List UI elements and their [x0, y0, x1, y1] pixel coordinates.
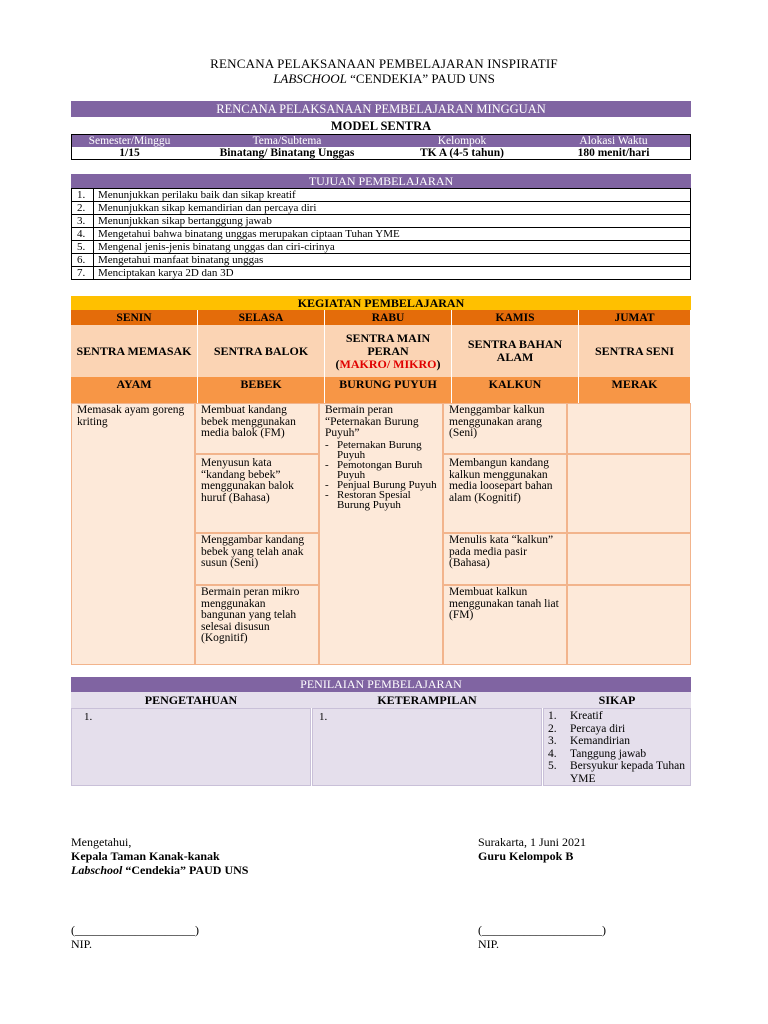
- mengetahui-label: Mengetahui,: [71, 835, 132, 849]
- val-semester: 1/15: [119, 147, 140, 159]
- jumat-cell-1: [567, 403, 691, 454]
- subtitle-rest: “CENDEKIA” PAUD UNS: [346, 71, 495, 86]
- col-pengetahuan: PENGETAHUAN: [144, 693, 238, 707]
- goal-item: [72, 254, 691, 267]
- sikap-number: 5.: [548, 760, 557, 772]
- day-senin: SENIN: [71, 310, 198, 325]
- left-nip: NIP.: [71, 937, 93, 951]
- rabu-list-text: Penjual Burung Puyuh: [337, 478, 437, 491]
- goal-item: [72, 241, 691, 254]
- sikap-text: Kemandirian: [570, 735, 631, 747]
- document-title: RENCANA PELAKSANAAN PEMBELAJARAN INSPIRATIF: [210, 56, 558, 71]
- sentra-jumat: SENTRA SENI: [579, 325, 691, 377]
- signature-left: [71, 835, 371, 951]
- place-date: Surakarta, 1 Juni 2021: [478, 835, 586, 849]
- rabu-list-item: - Penjual Burung Puyuh: [325, 478, 437, 491]
- kamis-activity-3: Menulis kata “kalkun” pada media pasir (Bahasa): [449, 534, 554, 569]
- selasa-activity-2: Menyusun kata “kandang bebek” menggunakan balok huruf (Bahasa): [201, 457, 294, 504]
- day-rabu: RABU: [325, 310, 452, 325]
- goal-text: Mengetahui bahwa binatang unggas merupakan ciptaan Tuhan YME: [94, 228, 691, 241]
- right-signature-blank: (____________________): [478, 923, 606, 937]
- sikap-number: 4.: [548, 747, 557, 760]
- sikap-text: Bersyukur kepada Tuhan YME: [570, 760, 685, 785]
- sentra-selasa: SENTRA BALOK: [198, 325, 325, 377]
- left-signature-blank: (____________________): [71, 923, 199, 937]
- sikap-text: Kreatif: [570, 710, 603, 722]
- assessment-title: PENILAIAN PEMBELAJARAN: [71, 677, 691, 692]
- day-selasa: SELASA: [198, 310, 325, 325]
- goal-number: 4.: [72, 228, 94, 241]
- rabu-list-item: - Pemotongan Buruh Puyuh: [325, 460, 437, 480]
- sikap-number: 1.: [548, 710, 557, 722]
- rabu-list-text: Pemotongan Buruh Puyuh: [337, 458, 423, 481]
- weekly-header-row: [72, 135, 691, 148]
- sikap-cell: [543, 708, 691, 786]
- goals-title: TUJUAN PEMBELAJARAN: [71, 174, 691, 188]
- school-label: [71, 863, 371, 877]
- goal-number: 5.: [72, 241, 94, 254]
- animal-row: [71, 377, 691, 404]
- labschool-italic: LABSCHOOL: [273, 71, 347, 86]
- animal-rabu: BURUNG PUYUH: [325, 377, 452, 404]
- sentra-rabu-main: SENTRA MAIN PERAN: [345, 330, 431, 358]
- goals-table: [71, 188, 691, 280]
- guru-label: Guru Kelompok B: [478, 849, 574, 863]
- kamis-activity-2: Membangun kandang kalkun menggunakan media loosepart bahan alam (Kognitif): [449, 457, 553, 504]
- jumat-cell-4: [567, 585, 691, 665]
- day-kamis: KAMIS: [452, 310, 579, 325]
- animal-jumat: MERAK: [579, 377, 691, 404]
- goal-text: Menunjukkan sikap kemandirian dan percaya diri: [94, 202, 691, 215]
- days-row: [71, 310, 691, 325]
- goal-text: Mengenal jenis-jenis binatang unggas dan ciri-cirinya: [94, 241, 691, 254]
- col-semester: Semester/Minggu: [72, 135, 188, 148]
- goal-number: 7.: [72, 267, 94, 280]
- sentra-kamis: SENTRA BAHAN ALAM: [452, 325, 579, 377]
- kamis-activity-4: Membuat kalkun menggunakan tanah liat (FM): [449, 586, 559, 621]
- weekly-plan-title: RENCANA PELAKSANAAN PEMBELAJARAN MINGGUAN: [71, 101, 691, 117]
- col-kelompok: Kelompok: [387, 135, 537, 148]
- goal-text: Mengetahui manfaat binatang unggas: [94, 254, 691, 267]
- jumat-cell-3: [567, 533, 691, 585]
- senin-cell: [71, 403, 195, 665]
- labschool-italic: Labschool: [71, 863, 123, 877]
- col-alokasi: Alokasi Waktu: [537, 135, 691, 148]
- val-tema: Binatang/ Binatang Unggas: [219, 147, 355, 159]
- selasa-activity-3: Menggambar kandang bebek yang telah anak susun (Seni): [201, 534, 305, 569]
- val-alokasi: 180 menit/hari: [577, 147, 650, 159]
- selasa-activity-1: Membuat kandang bebek menggunakan media balok (FM): [201, 404, 296, 439]
- pengetahuan-cell: [71, 708, 311, 786]
- goal-item: [72, 267, 691, 280]
- rabu-list-item: - Restoran Spesial Burung Puyuh: [325, 490, 437, 510]
- jumat-cell-2: [567, 454, 691, 533]
- signature-right: [478, 835, 698, 951]
- goal-item: [72, 189, 691, 202]
- sentra-row: [71, 325, 691, 377]
- right-nip: NIP.: [478, 937, 500, 951]
- assessment-header-row: [71, 692, 691, 708]
- col-keterampilan: KETERAMPILAN: [377, 693, 477, 707]
- sentra-rabu: [325, 325, 452, 377]
- goal-item: [72, 202, 691, 215]
- model-label: MODEL SENTRA: [330, 119, 432, 133]
- sikap-item: [548, 760, 688, 785]
- animal-senin: AYAM: [71, 377, 198, 404]
- keterampilan-cell: [312, 708, 542, 786]
- day-jumat: JUMAT: [579, 310, 691, 325]
- rabu-activity: [325, 405, 437, 510]
- school-rest: “Cendekia” PAUD UNS: [122, 863, 249, 877]
- sentra-rabu-makro-mikro: MAKRO/ MIKRO: [339, 356, 437, 371]
- selasa-activity-4: Bermain peran mikro menggunakan bangunan yang telah selesai disusun (Kognitif): [201, 586, 300, 644]
- rabu-list: [325, 440, 437, 510]
- animal-selasa: BEBEK: [198, 377, 325, 404]
- activities-title: KEGIATAN PEMBELAJARAN: [71, 296, 691, 310]
- sikap-item: [548, 735, 688, 748]
- sikap-list: [548, 710, 688, 785]
- goal-text: Menciptakan karya 2D dan 3D: [94, 267, 691, 280]
- goal-number: 3.: [72, 215, 94, 228]
- document-subtitle: [0, 71, 768, 87]
- activities-header-table: [71, 310, 691, 404]
- rabu-list-text: Restoran Spesial Burung Puyuh: [337, 488, 411, 511]
- rabu-list-text: Peternakan Burung Puyuh: [337, 438, 422, 461]
- senin-activity: Memasak ayam goreng kriting: [77, 404, 185, 428]
- paren-close: ): [436, 356, 441, 371]
- sikap-number: 3.: [548, 735, 557, 747]
- weekly-value-row: [72, 147, 691, 160]
- rabu-list-item: - Peternakan Burung Puyuh: [325, 440, 437, 460]
- keterampilan-item: 1.: [319, 711, 328, 723]
- col-tema: Tema/Subtema: [187, 135, 387, 148]
- pengetahuan-item: 1.: [84, 711, 93, 723]
- sikap-item: [548, 723, 688, 736]
- sikap-text: Tanggung jawab: [570, 747, 647, 760]
- sikap-number: 2.: [548, 722, 557, 735]
- goal-number: 1.: [72, 189, 94, 202]
- sentra-senin: SENTRA MEMASAK: [71, 325, 198, 377]
- goal-number: 2.: [72, 202, 94, 215]
- rabu-intro: Bermain peran “Peternakan Burung Puyuh”: [325, 404, 419, 439]
- goal-item: [72, 228, 691, 241]
- goal-number: 6.: [72, 254, 94, 267]
- col-sikap: SIKAP: [598, 693, 636, 707]
- weekly-info-table: [71, 134, 691, 160]
- kamis-activity-1: Menggambar kalkun menggunakan arang (Seni): [449, 404, 545, 439]
- animal-kamis: KALKUN: [452, 377, 579, 404]
- goal-item: [72, 215, 691, 228]
- paren-open: (: [335, 356, 340, 371]
- sikap-item: [548, 710, 688, 723]
- sikap-item: [548, 748, 688, 761]
- kepala-label: Kepala Taman Kanak-kanak: [71, 849, 220, 863]
- sikap-text: Percaya diri: [570, 722, 626, 735]
- val-kelompok: TK A (4-5 tahun): [419, 147, 505, 159]
- goal-text: Menunjukkan perilaku baik dan sikap kreatif: [94, 189, 691, 202]
- goal-text: Menunjukkan sikap bertanggung jawab: [94, 215, 691, 228]
